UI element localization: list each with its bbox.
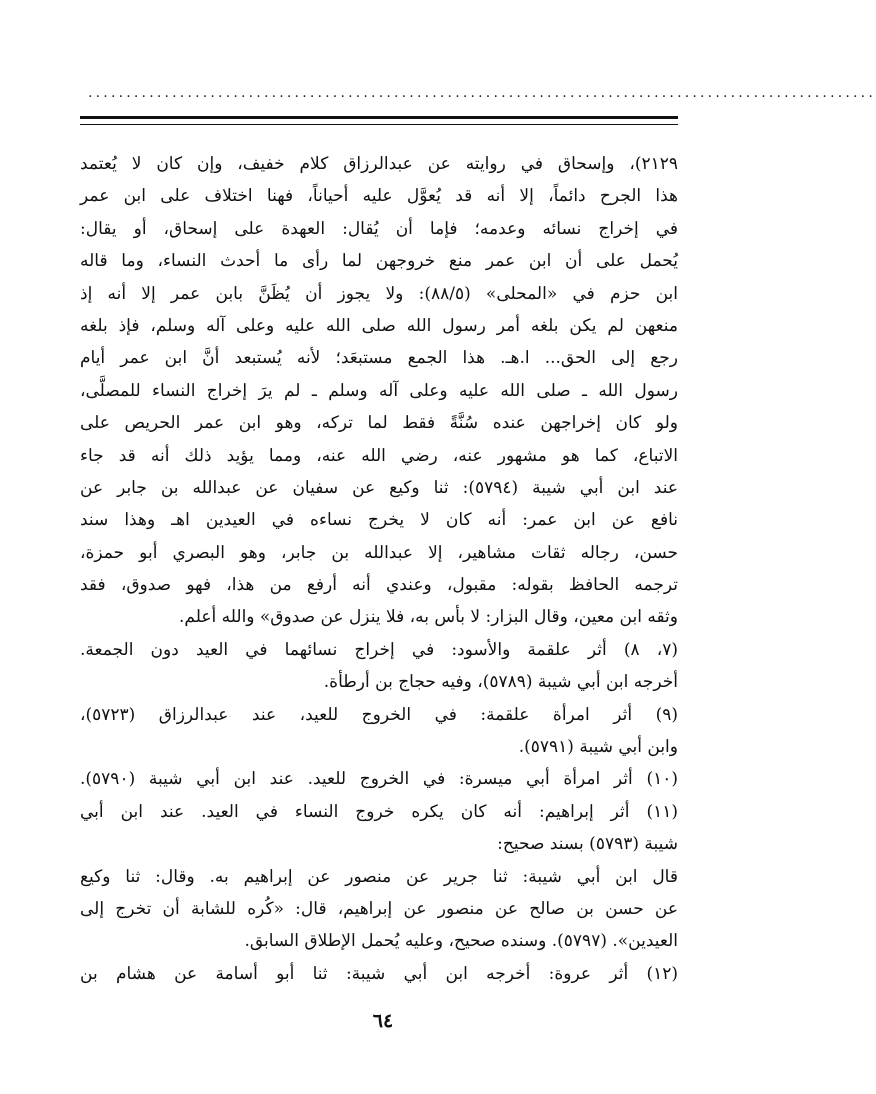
body-line: منعهن لم يكن بلغه أمر رسول الله صلى الله عليه وعلى آله وسلم، فإذ بلغه (80, 315, 678, 336)
footnote-line: (١٢) أثر عروة: أخرجه ابن أبي شيبة: ثنا أبو أسامة عن هشام بن (80, 963, 678, 984)
body-line: وثقه ابن معين، وقال البزار: لا بأس به، فلا ينزل عن صدوق» والله أعلم. (179, 607, 678, 628)
body-line: يُحمل على أن ابن عمر منع خروجهن لما رأى ما أحدث النساء، وما قاله (80, 251, 678, 272)
footnote-line: (١٠) أثر امرأة أبي ميسرة: في الخروج للعيد. عند ابن أبي شيبة (٥٧٩٠). (80, 769, 678, 790)
body-line: نافع عن ابن عمر: أنه كان لا يخرج نساءه في العيدين اهـ وهذا سند (80, 510, 678, 531)
body-line: ترجمه الحافظ بقوله: مقبول، وعندي أنه أرفع من هذا، فهو صدوق، فقد (80, 575, 678, 596)
footnote-line: قال ابن أبي شيبة: ثنا جرير عن منصور عن إبراهيم به. وقال: ثنا وكيع (80, 866, 678, 887)
body-line: هذا الجرح دائماً، إلا أنه قد يُعوَّل عليه أحياناً، فهنا اختلاف على ابن عمر (80, 186, 678, 207)
footnote-line: شيبة (٥٧٩٣) بسند صحيح: (497, 834, 678, 855)
body-line: ابن حزم في «المحلى» (٨٨/٥): ولا يجوز أن يُظَنَّ بابن عمر إلا أنه إذ (80, 283, 678, 304)
page-number: ٦٤ (372, 1010, 394, 1032)
header-dotted-line: ....................................................................................................... (88, 85, 876, 101)
body-line: حسن، رجاله ثقات مشاهير، إلا عبدالله بن جابر، وهو البصري أبو حمزة، (80, 542, 678, 563)
footnote-line: عن حسن بن صالح عن منصور عن إبراهيم، قال: «كُره للشابة أن تخرج إلى (80, 898, 679, 919)
body-line: عند ابن أبي شيبة (٥٧٩٤): ثنا وكيع عن سفيان عن عبدالله بن جابر عن (80, 477, 678, 498)
body-line: رجع إلى الحق... ا.هـ. هذا الجمع مستبعَد؛ لأنه يُستبعد أنَّ ابن عمر أيام (80, 348, 678, 369)
header-rule-thin (80, 124, 678, 125)
footnote-line: أخرجه ابن أبي شيبة (٥٧٨٩)، وفيه حجاج بن أرطأة. (323, 672, 678, 693)
body-line: الاتباع، كما هو مشهور عنه، رضي الله عنه، ومما يؤيد ذلك أنه قد جاء (80, 445, 678, 466)
body-text (80, 148, 678, 990)
footnote-line: (١١) أثر إبراهيم: أنه كان يكره خروج النساء في العيد. عند ابن أبي (80, 801, 678, 822)
body-line: رسول الله ـ صلى الله عليه وعلى آله وسلم ـ لم يرَ إخراج النساء للمصلَّى، (80, 380, 678, 401)
footnote-line: العيدين». (٥٧٩٧). وسنده صحيح، وعليه يُحمل الإطلاق السابق. (244, 931, 678, 952)
body-line: ولو كان إخراجهن عنده سُنَّةً فقط لما تركه، وهو ابن عمر الحريص على (80, 413, 678, 434)
footnote-line: وابن أبي شيبة (٥٧٩١). (518, 737, 678, 758)
body-line: في إخراج نسائه وعدمه؛ فإما أن يُقال: العهدة على إسحاق، أو يقال: (80, 218, 678, 239)
body-line: ٢١٢٩)، وإسحاق في روايته عن عبدالرزاق كلام خفيف، وإن كان لا يُعتمد (80, 154, 678, 174)
header-rule-thick (80, 116, 678, 119)
footnote-line: (٧، ٨) أثر علقمة والأسود: في إخراج نسائهما في العيد دون الجمعة. (80, 639, 679, 660)
footnote-line: (٩) أثر امرأة علقمة: في الخروج للعيد، عند عبدالرزاق (٥٧٢٣)، (80, 704, 678, 725)
